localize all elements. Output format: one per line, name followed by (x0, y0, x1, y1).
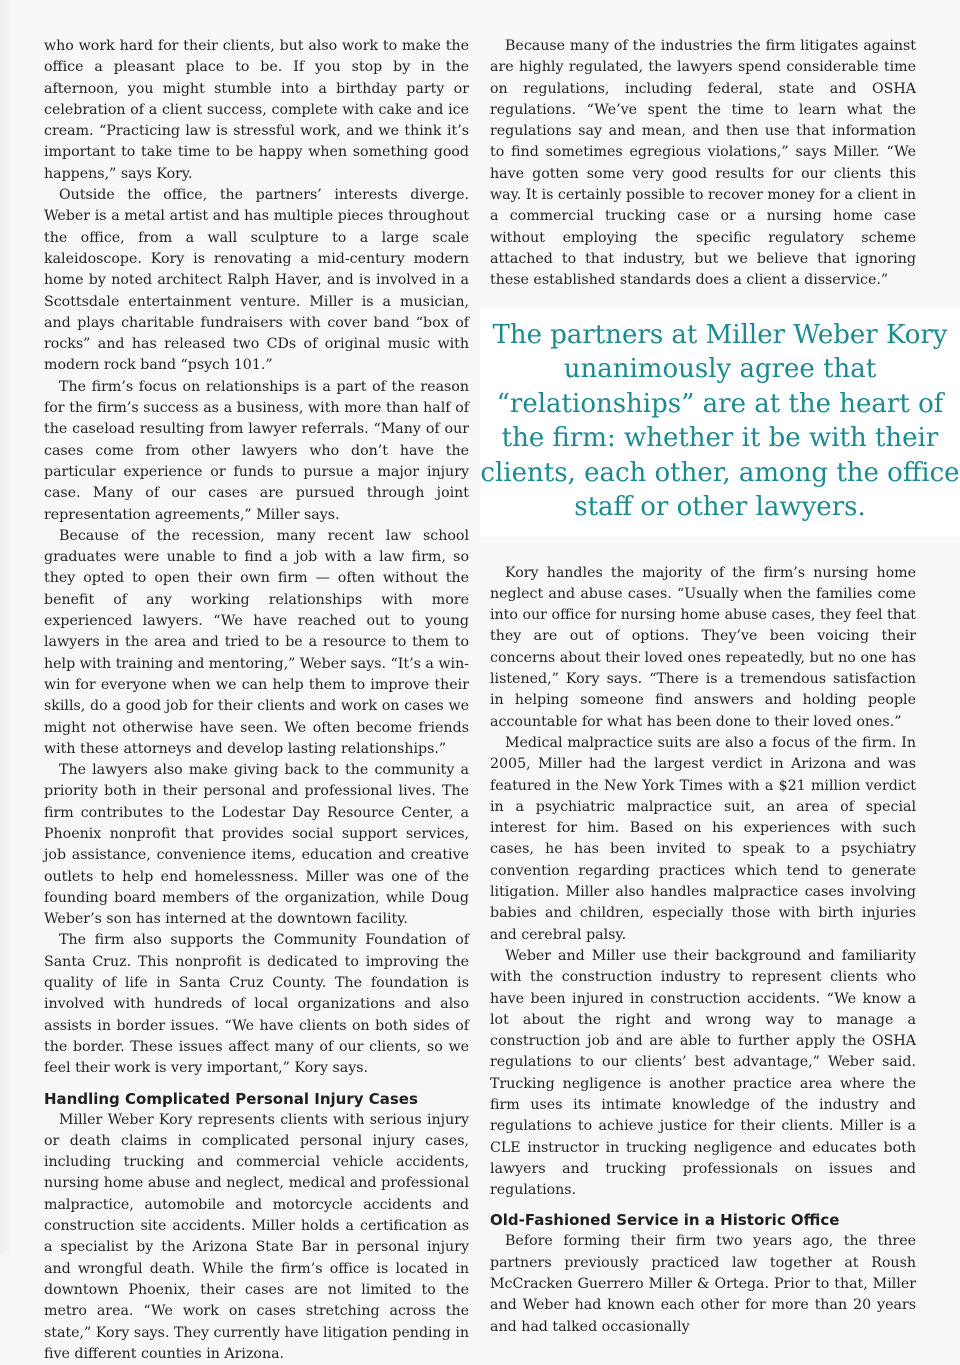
page-edge-shadow (0, 0, 12, 1255)
paragraph: Because many of the industries the firm litigates against are highly regulated, the lawyers spend considerable time on regulations, including federal, state and OSHA regulations. “We’ve spent the time to learn what the regulations say and mean, and then use that information to find sometimes egregious violations,” says Miller. “We have gotten some very good results for our clients this way. It is certainly possible to recover money for a client in a commercial trucking case or a nursing home case without employing the specific regulatory scheme attached to that industry, but we believe that ignoring these established standards does a client a disservice.” (490, 38, 916, 289)
paragraph: Kory handles the majority of the firm’s nursing home neglect and abuse cases. “Usually when the families come into our office for nursing home abuse cases, they feel that they are out of options. They’ve been voicing their concerns about their loved ones repeatedly, but no one has listened,” Kory says. “There is a tremendous satisfaction in helping someone find answers and holding people accountable for what has been done to their loved ones.” (490, 564, 916, 730)
paragraph: who work hard for their clients, but also work to make the office a pleasant place to be. If you stop by in the afternoon, you might stumble into a birthday party or celebration of a client success, complete with cake and ice cream. “Practicing law is stressful work, and we think it’s important to take time to be happy when something good happens,” says Kory. (44, 38, 469, 182)
left-column (44, 36, 469, 1365)
right-column (480, 36, 960, 1338)
paragraph: Miller Weber Kory represents clients with serious injury or death claims in complicated personal injury cases, including trucking and commercial vehicle accidents, nursing home abuse and neglect, medical and professional malpractice, automobile and motorcycle accidents and construction site accidents. Miller holds a certification as a specialist by the Arizona State Bar in personal injury and wrongful death. While the firm’s office is located in downtown Phoenix, their cases are not limited to the metro area. “We work on cases stretching across the state,” Kory says. They currently have litigation pending in five different counties in Arizona. (44, 1111, 469, 1362)
paragraph: Because of the recession, many recent law school graduates were unable to find a job with a law firm, so they opted to open their own firm — often without the benefit of any working relationships with more experienced lawyers. “We have reached out to young lawyers in the area and tried to be a resource to them to help with training and mentoring,” Weber says. “It’s a win-win for everyone when we can help them to improve their skills, do a good job for their clients and work on cases we might not otherwise have seen. We often become friends with these attorneys and develop lasting relationships.” (44, 527, 469, 757)
paragraph: Medical malpractice suits are also a focus of the firm. In 2005, Miller had the largest verdict in Arizona and was featured in the New York Times with a $21 million verdict in a psychiatric malpractice suit, an area of special interest for him. Based on his experiences with such cases, he has been invited to speak to a psychiatry convention regarding practices which tend to generate litigation. Miller also handles malpractice cases involving babies and children, especially those with birth injuries and cerebral palsy. (490, 734, 916, 943)
paragraph: Weber and Miller use their background and familiarity with the construction industry to represent clients who have been injured in construction accidents. “We know a lot about the right and wrong way to manage a construction job and are able to further apply the OSHA regulations to our clients’ best advantage,” Weber said. Trucking negligence is another practice area where the firm uses its intimate knowledge of the industry and regulations to achieve justice for their clients. Miller is a CLE instructor in trucking negligence and educates both lawyers and trucking professionals on issues and regulations. (490, 947, 916, 1199)
pull-quote: The partners at Miller Weber Kory unanimously agree that “relationships” are at the heart of the firm: whether it be with their clients, each other, among the office staff or other lawyers. (480, 308, 960, 537)
paragraph: The firm also supports the Community Foundation of Santa Cruz. This nonprofit is dedicated to improving the quality of life in Santa Cruz County. The foundation is involved with hundreds of local organizations and also assists in border issues. “We have clients on both sides of the border. These issues affect many of our clients, so we feel their work is very important,” Kory says. (44, 932, 469, 1077)
section-heading: Handling Complicated Personal Injury Cases (44, 1089, 418, 1108)
paragraph: Before forming their firm two years ago, the three partners previously practiced law together at Roush McCracken Guerrero Miller & Ortega. Prior to that, Miller and Weber had known each other for more than 20 years and had talked occasionally (490, 1233, 916, 1335)
paragraph: The firm’s focus on relationships is a part of the reason for the firm’s success as a business, with more than half of the caseload resulting from lawyer referrals. “Many of our cases come from other lawyers who don’t have the particular experience or funds to pursue a major injury case. Many of our cases are pursued through joint representation agreements,” Miller says. (44, 378, 469, 523)
section-heading: Old-Fashioned Service in a Historic Office (490, 1211, 840, 1230)
paragraph: The lawyers also make giving back to the community a priority both in their personal and professional lives. The firm contributes to the Lodestar Day Resource Center, a Phoenix nonprofit that provides social support services, job assistance, convenience items, education and creative outlets to help end homelessness. Miller was one of the founding board members of the organization, while Doug Weber’s son has interned at the downtown facility. (44, 762, 469, 928)
paragraph: Outside the office, the partners’ interests diverge. Weber is a metal artist and has multiple pieces throughout the office, from a wall sculpture to a large scale kaleidoscope. Kory is renovating a mid-century modern home by noted architect Ralph Haver, and is involved in a Scottsdale entertainment venture. Miller is a musician, and plays charitable fundraisers with cover band “box of rocks” and has released two CDs of original music with modern rock band “psych 101.” (44, 187, 469, 374)
